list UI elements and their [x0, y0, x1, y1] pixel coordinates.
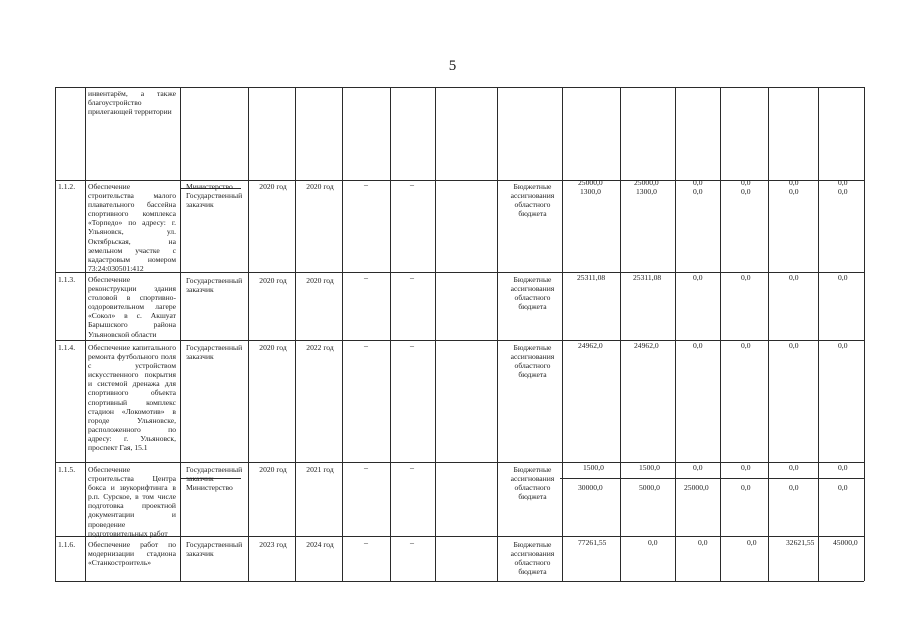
- value-cell: 0,0: [789, 341, 799, 350]
- value-cell: 0,0: [741, 178, 751, 187]
- value-cell: 0,0: [741, 273, 751, 282]
- row-number: 1.1.5.: [58, 465, 76, 474]
- row-number: 1.1.2.: [58, 182, 76, 191]
- row-dash: –: [410, 180, 414, 189]
- row-executor: Министерство Государственный заказчик: [186, 182, 243, 210]
- row-description: Обеспечение строительства Центра бокса и звукорифтинга в р.п. Сурское, в том числе подготовка проектной документации и проведение подготовительных работ: [88, 465, 176, 538]
- col-divider: [390, 87, 391, 581]
- row-dash: –: [364, 463, 368, 472]
- value-cell: 0,0: [693, 187, 703, 196]
- value-cell: 0,0: [789, 178, 799, 187]
- row-description: Обеспечение капитального ремонта футбольного поля с устройством искусственного покрытия и системой дренажа для спортивного объекта спортивный комплекс стадион «Локомотив» в городе Ульяновске, расположенного по адресу: г. Ульяновск, проспект Гая, 15.1: [88, 343, 176, 453]
- value-cell: 0,0: [693, 273, 703, 282]
- row-funding-source: Бюджетные ассигнования областного бюджета: [510, 182, 555, 219]
- row-description: Обеспечение работ по модернизации стадиона «Станкостроитель»: [88, 540, 176, 568]
- value-cell: 0,0: [838, 341, 848, 350]
- row-funding-source: Бюджетные ассигнования областного бюджета: [510, 540, 555, 577]
- col-divider: [562, 87, 563, 581]
- row-divider: [55, 536, 864, 537]
- col-divider: [342, 87, 343, 581]
- row-dash: –: [364, 273, 368, 282]
- row-number: 1.1.6.: [58, 540, 76, 549]
- value-cell: 32621,55: [786, 538, 815, 547]
- col-divider: [620, 87, 621, 581]
- row-executor: Государственный заказчик: [186, 276, 243, 295]
- row-end-year: 2021 год: [306, 465, 334, 474]
- value-cell: 1300,0: [636, 187, 657, 196]
- value-cell: 0,0: [741, 187, 751, 196]
- table-border-right: [864, 87, 865, 581]
- row-description: Обеспечение реконструкции здания столовой в спортивно-оздоровительном лагере «Сокол» в с. Акшуат Барышского района Ульяновской области: [88, 275, 176, 339]
- value-cell: 25311,08: [577, 273, 606, 282]
- first-row-description: инвентарём, а также благоустройство прилегающей территории: [88, 89, 176, 117]
- row-start-year: 2023 год: [259, 540, 287, 549]
- row-dash: –: [410, 463, 414, 472]
- row-dash: –: [364, 341, 368, 350]
- value-cell: 77261,55: [578, 538, 607, 547]
- value-cell: 0,0: [838, 273, 848, 282]
- row-funding-source: Бюджетные ассигнования областного бюджета: [510, 465, 555, 502]
- row-start-year: 2020 год: [259, 276, 287, 285]
- value-cell: 0,0: [698, 538, 708, 547]
- value-cell: 0,0: [789, 463, 799, 472]
- col-divider: [295, 87, 296, 581]
- row-start-year: 2020 год: [259, 182, 287, 191]
- table-border-top: [55, 87, 864, 88]
- value-cell: 1300,0: [580, 187, 601, 196]
- value-cell: 25000,0: [684, 483, 709, 492]
- row-executor: Государственный заказчик: [186, 540, 243, 559]
- row-start-year: 2020 год: [259, 465, 287, 474]
- col-divider: [497, 87, 498, 581]
- value-cell: 0,0: [741, 341, 751, 350]
- value-cell: 0,0: [838, 483, 848, 492]
- row-executor: Государственный заказчик: [186, 343, 243, 362]
- value-cell: 0,0: [789, 483, 799, 492]
- row-start-year: 2020 год: [259, 343, 287, 352]
- row-dash: –: [364, 538, 368, 547]
- row-dash: –: [364, 180, 368, 189]
- col-divider: [435, 87, 436, 581]
- table-border-left: [55, 87, 56, 581]
- col-divider: [180, 87, 181, 581]
- row-number: 1.1.3.: [58, 275, 76, 284]
- col-divider: [818, 87, 819, 581]
- row-end-year: 2024 год: [306, 540, 334, 549]
- col-divider: [675, 87, 676, 581]
- value-cell: 0,0: [838, 463, 848, 472]
- row-number: 1.1.4.: [58, 343, 76, 352]
- col-divider: [720, 87, 721, 581]
- value-cell: 0,0: [838, 187, 848, 196]
- value-cell: 24962,0: [634, 341, 659, 350]
- value-cell: 25311,08: [633, 273, 662, 282]
- value-cell: 0,0: [789, 187, 799, 196]
- value-cell: 1500,0: [639, 463, 660, 472]
- row-dash: –: [410, 538, 414, 547]
- value-cell: 0,0: [789, 273, 799, 282]
- row-end-year: 2020 год: [306, 276, 334, 285]
- value-cell: 25000,0: [578, 178, 603, 187]
- row-end-year: 2022 год: [306, 343, 334, 352]
- row-funding-source: Бюджетные ассигнования областного бюджета: [510, 275, 555, 312]
- value-cell: 0,0: [838, 178, 848, 187]
- row-dash: –: [410, 273, 414, 282]
- value-cell: 0,0: [648, 538, 658, 547]
- value-cell: 25000,0: [634, 178, 659, 187]
- row-funding-source: Бюджетные ассигнования областного бюджета: [510, 343, 555, 380]
- value-cell: 0,0: [693, 463, 703, 472]
- value-cell: 0,0: [693, 178, 703, 187]
- row-executor: Государственный заказчик Министерство: [186, 465, 243, 493]
- value-cell: 24962,0: [578, 341, 603, 350]
- col-divider: [248, 87, 249, 581]
- row-dash: –: [410, 341, 414, 350]
- row-description: Обеспечение строительства малого плавательного бассейна спортивного комплекса «Торпедо» по адресу: г. Ульяновск, ул. Октябрьская, на земельном участке с кадастровым номером 73:24:030501:412: [88, 182, 176, 273]
- col-divider: [768, 87, 769, 581]
- value-cell: 0,0: [693, 341, 703, 350]
- value-cell: 0,0: [741, 463, 751, 472]
- value-cell: 0,0: [747, 538, 757, 547]
- value-cell: 0,0: [741, 483, 751, 492]
- value-cell: 1500,0: [583, 463, 604, 472]
- value-cell: 45000,0: [833, 538, 858, 547]
- table-border-bottom: [55, 581, 864, 582]
- page-number: 5: [448, 58, 457, 74]
- row-end-year: 2020 год: [306, 182, 334, 191]
- col-divider: [85, 87, 86, 581]
- value-cell: 30000,0: [578, 483, 603, 492]
- value-cell: 5000,0: [639, 483, 660, 492]
